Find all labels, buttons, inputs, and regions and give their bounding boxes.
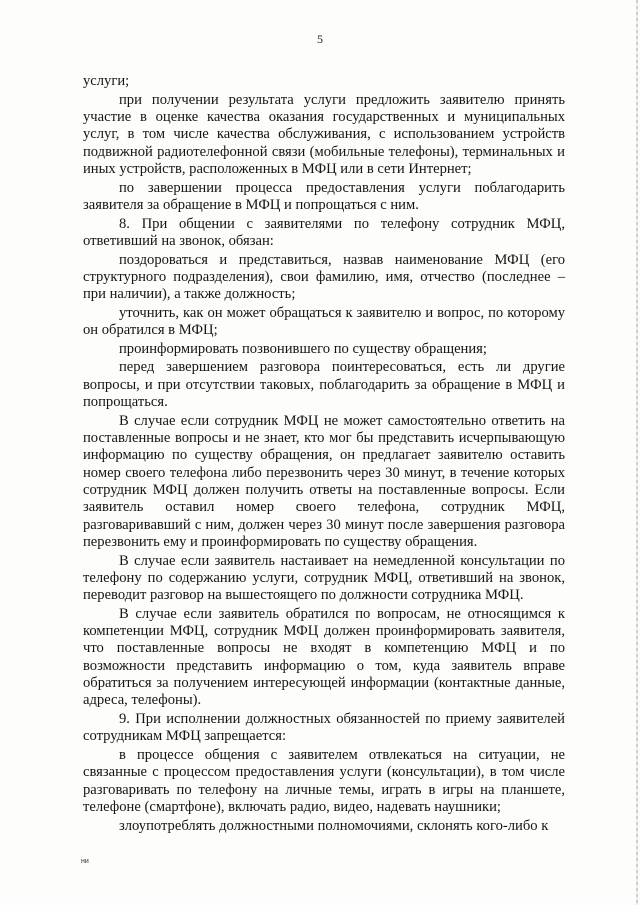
paragraph: В случае если заявитель настаивает на немедленной консультации по телефону по содержанию услуги, сотрудник МФЦ, ответивший на звонок, переводит разговор на вышестоящего по должности сотрудника МФЦ. bbox=[83, 552, 565, 604]
paragraph: В случае если сотрудник МФЦ не может самостоятельно ответить на поставленные вопросы и не знает, кто мог бы представить исчерпывающую информацию по существу обращения, он предлагает заявителю оставить номер своего телефона либо перезвонить через 30 минут, в течение которых сотрудник МФЦ должен получить ответы на поставленные вопросы. Если заявитель оставил номер своего телефона, сотрудник МФЦ, разговаривавший с ним, должен через 30 минут после завершения разговора перезвонить ему и проинформировать по существу обращения. bbox=[83, 412, 565, 550]
paragraph: проинформировать позвонившего по существу обращения; bbox=[119, 340, 487, 357]
paragraph: 9. При исполнении должностных обязанностей по приему заявителей сотрудникам МФЦ запрещается: bbox=[83, 710, 565, 745]
scan-edge bbox=[636, 0, 638, 905]
paragraph: В случае если заявитель обратился по вопросам, не относящимся к компетенции МФЦ, сотрудник МФЦ должен проинформировать заявителя, что поставленные вопросы не входят в компетенцию МФЦ и по возможности представить информацию о том, куда заявитель вправе обратиться за получением интересующей информации (контактные данные, адреса, телефоны). bbox=[83, 605, 565, 709]
paragraph: поздороваться и представиться, назвав наименование МФЦ (его структурного подразделения), свои фамилию, имя, отчество (последнее – при наличии), а также должность; bbox=[83, 251, 565, 303]
footer-mark: ни bbox=[81, 858, 89, 865]
paragraph: по завершении процесса предоставления услуги поблагодарить заявителя за обращение в МФЦ и попрощаться с ним. bbox=[83, 179, 565, 213]
document-body bbox=[83, 73, 565, 836]
paragraph: услуги; bbox=[83, 73, 130, 89]
paragraph: перед завершением разговора поинтересоваться, есть ли другие вопросы, и при отсутствии таковых, поблагодарить за обращение в МФЦ и попрощаться. bbox=[83, 359, 565, 411]
paragraph: уточнить, как он может обращаться к заявителю и вопрос, по которому он обратился в МФЦ; bbox=[83, 304, 565, 339]
paragraph: при получении результата услуги предложить заявителю принять участие в оценке качества оказания государственных и муниципальных услуг, в том числе качества обслуживания, с использованием устройств подвижной радиотелефонной связи (мобильные телефоны), терминальных и иных устройств, расположенных в МФЦ или в сети Интернет; bbox=[83, 91, 565, 177]
paragraph: злоупотреблять должностными полномочиями, склонять кого-либо к bbox=[119, 817, 549, 834]
paragraph: в процессе общения с заявителем отвлекаться на ситуации, не связанные с процессом предоставления услуги (консультации), в том числе разговаривать по телефону на личные темы, играть в игры на планшете, телефоне (смартфоне), включать радио, видео, надевать наушники; bbox=[83, 746, 565, 815]
page-number: 5 bbox=[317, 32, 323, 46]
paragraph: 8. При общении с заявителями по телефону сотрудник МФЦ, ответивший на звонок, обязан: bbox=[83, 215, 565, 249]
